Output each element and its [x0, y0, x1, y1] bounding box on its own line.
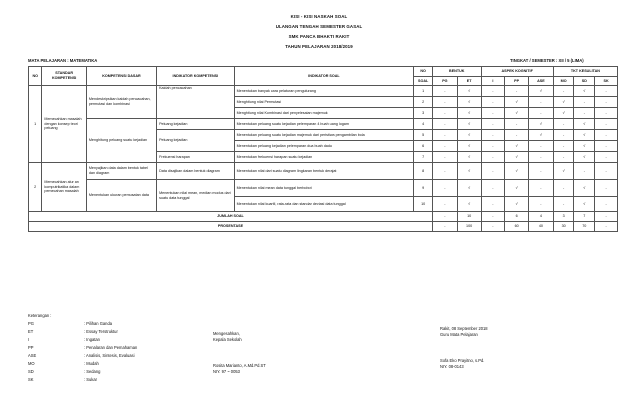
cell-i: -	[481, 130, 505, 141]
cell-pg: -	[432, 197, 457, 212]
cell-i: -	[481, 180, 505, 197]
col-kd: KOMPETENSI DASAR	[86, 67, 156, 86]
jumlah-label: JUMLAH SOAL	[29, 212, 433, 222]
kompetensi-dasar: Menghitung peluang suatu kejadian	[86, 119, 156, 163]
indikator-soal: Menentukan nilai dari suatu diagram lingkaran bentuk derajat	[234, 163, 414, 180]
cell-sk: -	[595, 119, 618, 130]
no-soal: 8	[414, 163, 433, 180]
cell-mo: -	[553, 86, 574, 97]
cell-ase: -	[529, 163, 554, 180]
legend-item: ET : Essay Terstruktur	[28, 329, 118, 334]
indikator-kompetensi: Frekuensi harapan	[157, 152, 234, 163]
place-date: Rakit, 08 September 2018	[440, 326, 488, 331]
cell-ase: -	[529, 108, 554, 119]
cell-pp: -	[505, 130, 529, 141]
indikator-soal: Menentukan frekuensi harapan suatu kejadian	[234, 152, 414, 163]
jumlah-i: -	[481, 212, 505, 222]
indikator-soal: Menentukan peluang kejadian pelemparan dua buah dadu	[234, 141, 414, 152]
cell-et: √	[457, 141, 481, 152]
cell-mo: -	[553, 197, 574, 212]
indikator-kompetensi: Peluang kejadian	[157, 119, 234, 130]
cell-et: √	[457, 130, 481, 141]
cell-et: √	[457, 180, 481, 197]
indikator-soal: Menghitung nilai Permutasi	[234, 97, 414, 108]
col-sk: SK	[595, 77, 618, 86]
legend-item: PP : Penalaran dan Pemahaman	[28, 345, 138, 350]
indikator-soal: Menentukan nilai kuartil, rata-rata dan standar deviasi data tunggal	[234, 197, 414, 212]
principal-title: Kepala Sekolah	[213, 337, 242, 342]
indikator-kompetensi: Kaidah pencacahan	[157, 86, 234, 119]
prosentase-ase: 40	[529, 222, 554, 232]
cell-pp: -	[505, 119, 529, 130]
cell-i: -	[481, 86, 505, 97]
cell-pp: √	[505, 197, 529, 212]
jumlah-ase: 4	[529, 212, 554, 222]
principal-nip: NIY. 97 ~ 0053	[213, 369, 240, 374]
cell-i: -	[481, 119, 505, 130]
teacher-name: Sofa Eko Prayitno, s.Pd.	[440, 358, 485, 363]
cell-et: √	[457, 197, 481, 212]
cell-ase: -	[529, 197, 554, 212]
cell-sd: -	[574, 163, 595, 180]
cell-i: -	[481, 108, 505, 119]
col-indikator-soal: INDIKATOR SOAL	[234, 67, 414, 86]
cell-sd: √	[574, 130, 595, 141]
cell-pp: √	[505, 180, 529, 197]
col-soal: SOAL	[414, 77, 433, 86]
col-standar: STANDAR KOMPETENSI	[42, 67, 86, 86]
prosentase-mo: 30	[553, 222, 574, 232]
indikator-kompetensi: Data disajikan dalam bentuk diagram	[157, 163, 234, 180]
indikator-soal: Menentukan nilai mean data tunggal berbobot	[234, 180, 414, 197]
legend-item: I : Ingatan	[28, 337, 100, 342]
exam-title: ULANGAN TENGAH SEMESTER GASAL	[275, 24, 363, 29]
jumlah-pp: 6	[505, 212, 529, 222]
cell-pp: √	[505, 97, 529, 108]
indikator-kompetensi: Peluang kejadian	[157, 130, 234, 152]
col-aspek: ASPEK KOGNITIF	[481, 67, 553, 77]
cell-pg: -	[432, 130, 457, 141]
col-mo: MO	[553, 77, 574, 86]
col-tingkat: TKT KESULITAN	[553, 67, 617, 77]
cell-mo: -	[553, 152, 574, 163]
cell-sd: √	[574, 141, 595, 152]
cell-sk: -	[595, 152, 618, 163]
cell-pg: -	[432, 180, 457, 197]
cell-sk: -	[595, 141, 618, 152]
kompetensi-dasar: Mendeskripsikan kaidah pencacahan, permutasi dan kombinasi	[86, 86, 156, 119]
indikator-soal: Menentukan peluang suatu kejadian majemuk dari peristiwa pengambilan bola	[234, 130, 414, 141]
col-indikator-kompetensi: INDIKATOR KOMPETENSI	[157, 67, 234, 86]
kompetensi-dasar: Menentukan ukuran pemusatan data	[86, 180, 156, 212]
cell-mo: -	[553, 130, 574, 141]
prosentase-sd: 70	[574, 222, 595, 232]
legend-item: MO : Mudah	[28, 361, 99, 366]
cell-sk: -	[595, 163, 618, 180]
cell-mo: √	[553, 163, 574, 180]
cell-sk: -	[595, 86, 618, 97]
cell-pg: -	[432, 163, 457, 180]
cell-sk: -	[595, 108, 618, 119]
legend-item: SK : Sukar	[28, 377, 97, 382]
indikator-soal: Menentukan banyak cara pelaturan pengulurang	[234, 86, 414, 97]
cell-pg: -	[432, 86, 457, 97]
cell-pg: -	[432, 152, 457, 163]
cell-sd: √	[574, 119, 595, 130]
no-soal: 10	[414, 197, 433, 212]
table-row	[29, 163, 618, 180]
cell-et: √	[457, 108, 481, 119]
cell-ase: √	[529, 86, 554, 97]
cell-i: -	[481, 152, 505, 163]
cell-et: √	[457, 97, 481, 108]
jumlah-sk: -	[595, 212, 618, 222]
cell-mo: √	[553, 97, 574, 108]
cell-et: √	[457, 86, 481, 97]
col-no: NO	[29, 67, 42, 86]
cell-i: -	[481, 163, 505, 180]
cell-ase: -	[529, 141, 554, 152]
col-ase: ASE	[529, 77, 554, 86]
cell-ase: √	[529, 130, 554, 141]
cell-ase: √	[529, 119, 554, 130]
cell-ase: -	[529, 152, 554, 163]
cell-sd: √	[574, 152, 595, 163]
col-pp: PP	[505, 77, 529, 86]
school-name: SMK PANCA BHAKTI RAKIT	[288, 34, 350, 39]
prosentase-pg: -	[432, 222, 457, 232]
cell-pg: -	[432, 119, 457, 130]
cell-sk: -	[595, 130, 618, 141]
cell-et: √	[457, 152, 481, 163]
table-row	[29, 86, 618, 97]
prosentase-pp: 60	[505, 222, 529, 232]
table-row	[29, 180, 618, 197]
legend	[28, 312, 137, 384]
table-row	[29, 119, 618, 130]
teacher-nip: NIY. 08-0143	[440, 364, 464, 369]
col-et: ET	[457, 77, 481, 86]
row-no: 1	[29, 86, 42, 163]
cell-ase: -	[529, 97, 554, 108]
doc-title: KISI - KISI NASKAH SOAL	[290, 14, 348, 19]
col-bentuk: BENTUK	[432, 67, 481, 77]
prosentase-et: 100	[457, 222, 481, 232]
no-soal: 7	[414, 152, 433, 163]
cell-pp: √	[505, 108, 529, 119]
col-i: I	[481, 77, 505, 86]
no-soal: 4	[414, 119, 433, 130]
subject-label: MATA PELAJARAN : MATEMATIKA	[28, 58, 98, 63]
prosentase-label: PROSENTASE	[29, 222, 433, 232]
cell-mo: -	[553, 180, 574, 197]
col-pg: PG	[432, 77, 457, 86]
percentage-row	[29, 222, 618, 232]
cell-sk: -	[595, 197, 618, 212]
standar-kompetensi: Memecahkan alur an komputrikatika dalam pemecahan masalah	[42, 163, 86, 212]
jumlah-et: 10	[457, 212, 481, 222]
jumlah-mo: 3	[553, 212, 574, 222]
cell-sk: -	[595, 97, 618, 108]
legend-item: SD : Sedang	[28, 369, 101, 374]
cell-pg: -	[432, 141, 457, 152]
no-soal: 6	[414, 141, 433, 152]
teacher-signature-block	[440, 326, 488, 370]
cell-sk: -	[595, 180, 618, 197]
indikator-soal: Menghitung nilai Kombinasi dari penyelesaian majemuk	[234, 108, 414, 119]
cell-sd: √	[574, 180, 595, 197]
cell-sd: -	[574, 108, 595, 119]
cell-et: √	[457, 119, 481, 130]
level-label: TINGKAT / SEMESTER : XII / 5 (LIMA)	[510, 58, 584, 63]
cell-mo: √	[553, 108, 574, 119]
cell-ase: -	[529, 180, 554, 197]
legend-item: ASE : Analisis, Sintesis, Evaluasi	[28, 353, 135, 358]
cell-sd: √	[574, 86, 595, 97]
principal-name: Rosita Marianto, A.Md.Pd.ST	[213, 363, 266, 368]
cell-pp: √	[505, 152, 529, 163]
cell-pp: -	[505, 86, 529, 97]
cell-pg: -	[432, 97, 457, 108]
prosentase-i: -	[481, 222, 505, 232]
no-soal: 5	[414, 130, 433, 141]
jumlah-pg: -	[432, 212, 457, 222]
no-soal: 1	[414, 86, 433, 97]
indikator-soal: Menentukan peluang suatu kejadian pelemparan 4 buah uang logam	[234, 119, 414, 130]
jumlah-sd: 7	[574, 212, 595, 222]
no-soal: 3	[414, 108, 433, 119]
cell-i: -	[481, 97, 505, 108]
cell-sd: -	[574, 97, 595, 108]
prosentase-sk: -	[595, 222, 618, 232]
standar-kompetensi: Memecahkan masalah dengan konsep teori peluang	[42, 86, 86, 163]
col-no-soal: NO	[414, 67, 433, 77]
teacher-title: Guru Mata Pelajaran	[440, 332, 478, 337]
legend-item: PG : Pilihan Ganda	[28, 321, 112, 326]
table-header-row	[29, 67, 618, 77]
approval-label: Mengesahkan,	[213, 331, 240, 336]
cell-pp: √	[505, 141, 529, 152]
cell-et: √	[457, 163, 481, 180]
indikator-kompetensi: Menentukan nilai mean, median modus dari suatu data tunggal	[157, 180, 234, 212]
legend-title: Keterangan :	[28, 313, 52, 318]
kompetensi-dasar: Menyajikan data dalam bentuk tabel dan diagram	[86, 163, 156, 180]
total-row	[29, 212, 618, 222]
cell-i: -	[481, 197, 505, 212]
row-no: 2	[29, 163, 42, 212]
cell-sd: √	[574, 197, 595, 212]
cell-mo: -	[553, 119, 574, 130]
academic-year: TAHUN PELAJARAN 2018/2019	[285, 44, 353, 49]
principal-signature-block	[213, 331, 266, 375]
kisi-table	[28, 66, 618, 232]
no-soal: 9	[414, 180, 433, 197]
col-sd: SD	[574, 77, 595, 86]
cell-i: -	[481, 141, 505, 152]
cell-mo: -	[553, 141, 574, 152]
cell-pg: -	[432, 108, 457, 119]
no-soal: 2	[414, 97, 433, 108]
cell-pp: √	[505, 163, 529, 180]
